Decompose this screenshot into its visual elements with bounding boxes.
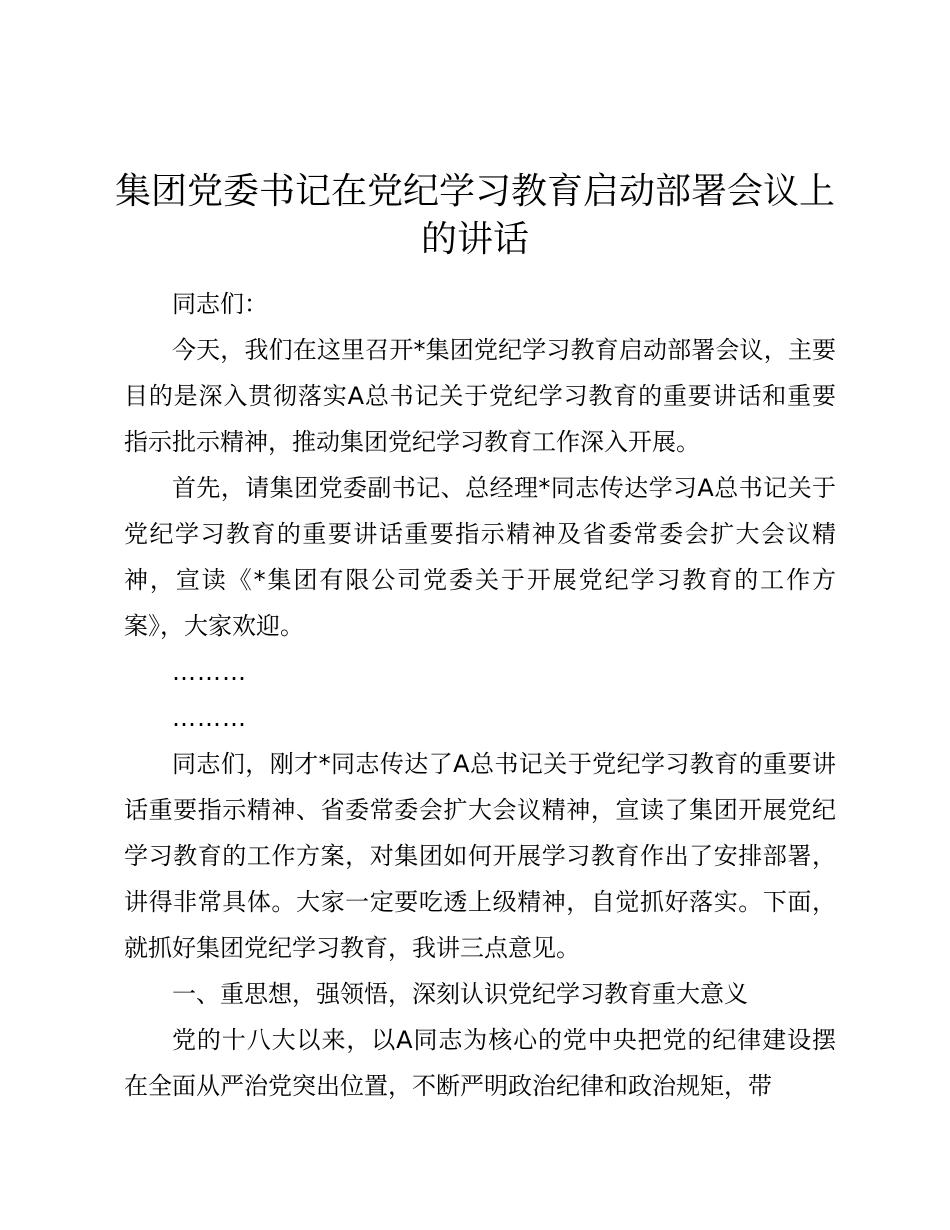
document-body: [124, 281, 836, 1109]
ellipsis-line: ………: [172, 704, 247, 732]
paragraph-summary: 同志们，刚才*同志传达了A总书记关于党纪学习教育的重要讲话重要指示精神、省委常委会扩大会议精神，宣读了集团开展党纪学习教育的工作方案，对集团如何开展学习教育作出了安排部署，讲得非常具体。大家一定要吃透上级精神，自觉抓好落实。下面，就抓好集团党纪学习教育，我讲三点意见。: [124, 750, 836, 962]
document-title: 集团党委书记在党纪学习教育启动部署会议上的讲话: [114, 171, 835, 260]
section-heading-1: 一、重思想，强领悟，深刻认识党纪学习教育重大意义: [172, 980, 748, 1008]
paragraph-intro: 今天，我们在这里召开*集团党纪学习教育启动部署会议，主要目的是深入贯彻落实A总书记关于党纪学习教育的重要讲话和重要指示批示精神，推动集团党纪学习教育工作深入开展。: [124, 336, 836, 456]
ellipsis-line: ………: [172, 658, 247, 686]
paragraph-agenda: 首先，请集团党委副书记、总经理*同志传达学习A总书记关于党纪学习教育的重要讲话重要指示精神及省委常委会扩大会议精神，宣读《*集团有限公司党委关于开展党纪学习教育的工作方案》，大家欢迎。: [124, 474, 836, 640]
salutation: 同志们：: [172, 290, 268, 318]
paragraph-section-1: 党的十八大以来，以A同志为核心的党中央把党的纪律建设摆在全面从严治党突出位置，不断严明政治纪律和政治规矩，带: [124, 1026, 836, 1100]
